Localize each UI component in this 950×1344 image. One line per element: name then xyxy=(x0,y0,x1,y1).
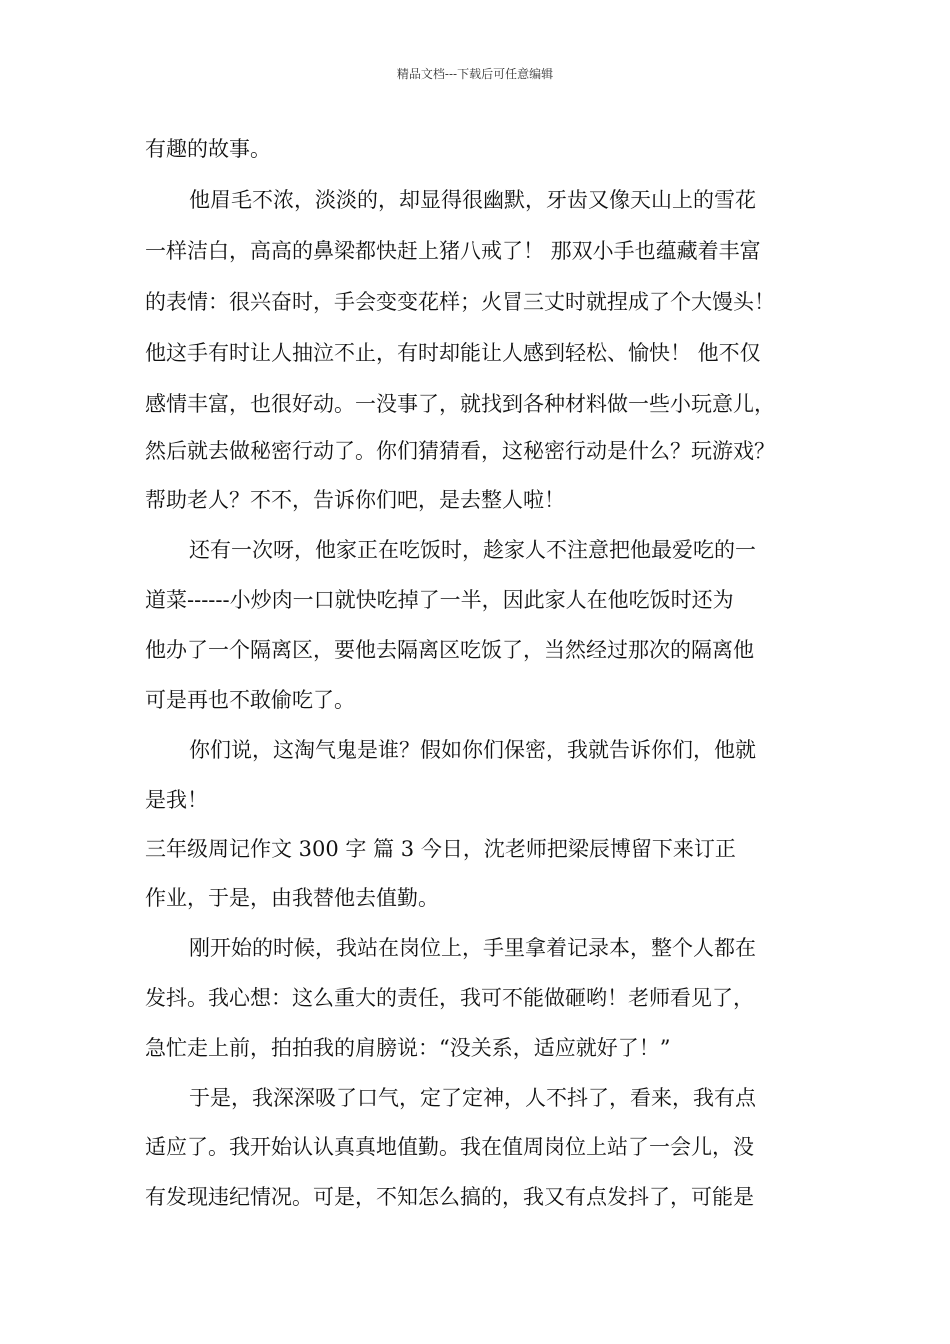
text-line: 他这手有时让人抽泣不止，有时却能让人感到轻松、愉快！ 他不仅 xyxy=(145,341,761,365)
text-line: 道菜------小炒肉一口就快吃掉了一半，因此家人在他吃饭时还为 xyxy=(145,588,734,612)
text-line: 适应了。我开始认认真真地值勤。我在值周岗位上站了一会儿，没 xyxy=(145,1135,754,1159)
text-line: 是我！ xyxy=(145,788,208,812)
text-line: 作业，于是，由我替他去值勤。 xyxy=(145,886,439,910)
text-line: 发抖。我心想：这么重大的责任，我可不能做砸哟！老师看见了， xyxy=(145,986,754,1010)
text-line: 感情丰富，也很好动。一没事了，就找到各种材料做一些小玩意儿， xyxy=(145,392,775,416)
section-title-line: 三年级周记作文 300 字 篇 3 今日，沈老师把梁辰博留下来订正 xyxy=(145,837,736,861)
text-line: 他眉毛不浓，淡淡的，却显得很幽默，牙齿又像天山上的雪花 xyxy=(189,188,756,212)
text-line: 刚开始的时候，我站在岗位上，手里拿着记录本，整个人都在 xyxy=(189,936,756,960)
text-line: 帮助老人？不不，告诉你们吧，是去整人啦！ xyxy=(145,488,565,512)
text-line: 还有一次呀，他家正在吃饭时，趁家人不注意把他最爱吃的一 xyxy=(189,538,756,562)
text-line: 可是再也不敢偷吃了。 xyxy=(145,688,355,712)
text-line: 急忙走上前，拍拍我的肩膀说：“没关系，适应就好了！” xyxy=(145,1036,671,1060)
page-header: 精品文档---下载后可任意编辑 xyxy=(396,67,554,81)
text-line: 一样洁白，高高的鼻梁都快赶上猪八戒了！ 那双小手也蕴藏着丰富 xyxy=(145,239,761,263)
text-line: 然后就去做秘密行动了。你们猜猜看，这秘密行动是什么？玩游戏？ xyxy=(145,439,775,463)
text-line: 他办了一个隔离区，要他去隔离区吃饭了，当然经过那次的隔离他 xyxy=(145,638,754,662)
text-line: 有趣的故事。 xyxy=(145,137,271,161)
text-line: 有发现违纪情况。可是，不知怎么搞的，我又有点发抖了，可能是 xyxy=(145,1185,754,1209)
text-line: 的表情：很兴奋时，手会变变花样；火冒三丈时就捏成了个大馒头！ xyxy=(145,290,775,314)
text-line: 你们说，这淘气鬼是谁？假如你们保密，我就告诉你们，他就 xyxy=(189,738,756,762)
text-line: 于是，我深深吸了口气，定了定神，人不抖了，看来，我有点 xyxy=(189,1086,756,1110)
